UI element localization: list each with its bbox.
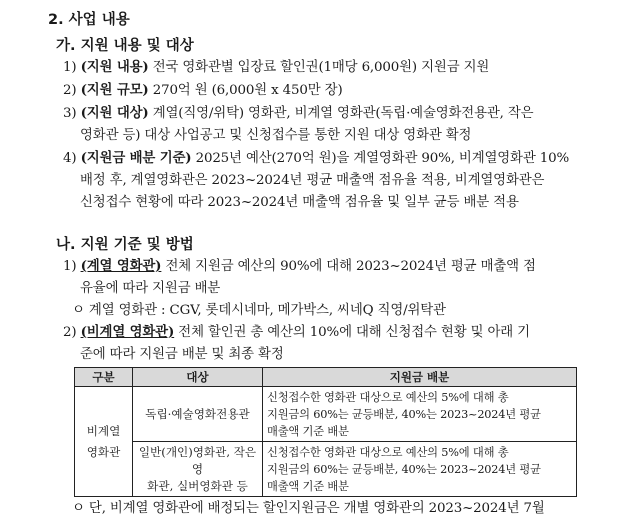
desc-line: 신청접수한 영화관 대상으로 예산의 5%에 대해 총 bbox=[267, 390, 509, 404]
table-row bbox=[75, 387, 577, 442]
item-number: 1) bbox=[63, 259, 77, 274]
item-b2-line2: 준에 따라 지원금 배분 및 최종 확정 bbox=[80, 347, 284, 362]
bullet-item bbox=[72, 299, 446, 318]
bullet-mark: ㅇ bbox=[72, 303, 85, 318]
desc-cell bbox=[263, 387, 577, 442]
subsection-b-title: 나. 지원 기준 및 방법 bbox=[56, 237, 194, 253]
group-label-line: 비계열 bbox=[86, 423, 121, 438]
bullet-text: 계열 영화관 : CGV, 롯데시네마, 메가박스, 씨네Q 직영/위탁관 bbox=[88, 303, 446, 318]
item-text: 계열(직영/위탁) 영화관, 비계열 영화관(독립·예술영화전용관, 작은 bbox=[152, 106, 534, 121]
header-distribution: 지원금 배분 bbox=[263, 368, 577, 387]
desc-line: 신청접수한 영화관 대상으로 예산의 5%에 대해 총 bbox=[267, 445, 509, 459]
item-text: 전국 영화관별 입장료 할인권(1매당 6,000원) 지원금 지원 bbox=[152, 60, 490, 75]
item-number: 4) bbox=[63, 151, 77, 166]
target-cell bbox=[133, 442, 263, 497]
group-label-line: 영화관 bbox=[86, 444, 121, 459]
item-label: (지원 규모) bbox=[80, 82, 149, 98]
group-label-cell bbox=[75, 387, 133, 497]
item-a1 bbox=[63, 56, 489, 75]
item-number: 2) bbox=[63, 83, 77, 98]
item-number: 3) bbox=[63, 106, 77, 121]
table-row bbox=[75, 442, 577, 497]
item-b2 bbox=[63, 321, 530, 340]
item-label: (지원 내용) bbox=[80, 59, 149, 75]
item-text: 270억 원 (6,000원 x 450만 장) bbox=[152, 83, 343, 98]
item-b1 bbox=[63, 255, 536, 274]
section-title: 2. 사업 내용 bbox=[48, 12, 130, 28]
item-a3-line2: 영화관 등) 대상 사업공고 및 신청접수를 통한 지원 대상 영화관 확정 bbox=[80, 128, 472, 143]
item-label: (지원금 배분 기준) bbox=[80, 150, 192, 166]
desc-line: 매출액 기준 배분 bbox=[267, 479, 349, 493]
item-number: 2) bbox=[63, 325, 77, 340]
item-text: 2025년 예산(270억 원)을 계열영화관 90%, 비계열영화관 10% bbox=[195, 151, 570, 166]
desc-cell bbox=[263, 442, 577, 497]
item-label: (지원 대상) bbox=[80, 105, 149, 121]
target-line: 독립·예술영화전용관 bbox=[145, 406, 250, 421]
item-label: (비계열 영화관) bbox=[80, 324, 175, 340]
header-target: 대상 bbox=[133, 368, 263, 387]
item-a4-line2: 배정 후, 계열영화관은 2023~2024년 평균 매출액 점유율 적용, 비계열영화관은 bbox=[80, 173, 545, 188]
desc-line: 지원금의 60%는 균등배분, 40%는 2023~2024년 평균 bbox=[267, 462, 541, 476]
subsection-a-title: 가. 지원 내용 및 대상 bbox=[56, 38, 194, 54]
desc-line: 지원금의 60%는 균등배분, 40%는 2023~2024년 평균 bbox=[267, 407, 541, 421]
item-text: 전체 지원금 예산의 90%에 대해 2023~2024년 평균 매출액 점 bbox=[165, 259, 536, 274]
target-line: 일반(개인)영화관, 작은영 bbox=[138, 444, 257, 476]
desc-line: 매출액 기준 배분 bbox=[267, 424, 349, 438]
header-category: 구분 bbox=[75, 368, 133, 387]
item-a4 bbox=[63, 147, 569, 166]
distribution-table bbox=[74, 367, 577, 497]
item-a4-line3: 신청접수 현황에 따라 2023~2024년 매출액 점유율 및 일부 균등 배분 적용 bbox=[80, 195, 519, 210]
item-text: 전체 할인권 총 예산의 10%에 대해 신청접수 현황 및 아래 기 bbox=[178, 325, 530, 340]
bullet-text: 단, 비계열 영화관에 배정되는 할인지원금은 개별 영화관의 2023~2024년 7월 bbox=[88, 501, 545, 516]
bullet-mark: ㅇ bbox=[72, 501, 85, 516]
item-a3 bbox=[63, 102, 533, 121]
item-label: (계열 영화관) bbox=[80, 258, 162, 274]
item-number: 1) bbox=[63, 60, 77, 75]
table-header-row bbox=[75, 368, 577, 387]
item-a2 bbox=[63, 79, 343, 98]
item-b1-line2: 유율에 따라 지원금 배분 bbox=[80, 281, 221, 296]
target-line: 화관, 실버영화관 등 bbox=[147, 478, 248, 493]
target-cell bbox=[133, 387, 263, 442]
footer-bullet bbox=[72, 497, 545, 516]
